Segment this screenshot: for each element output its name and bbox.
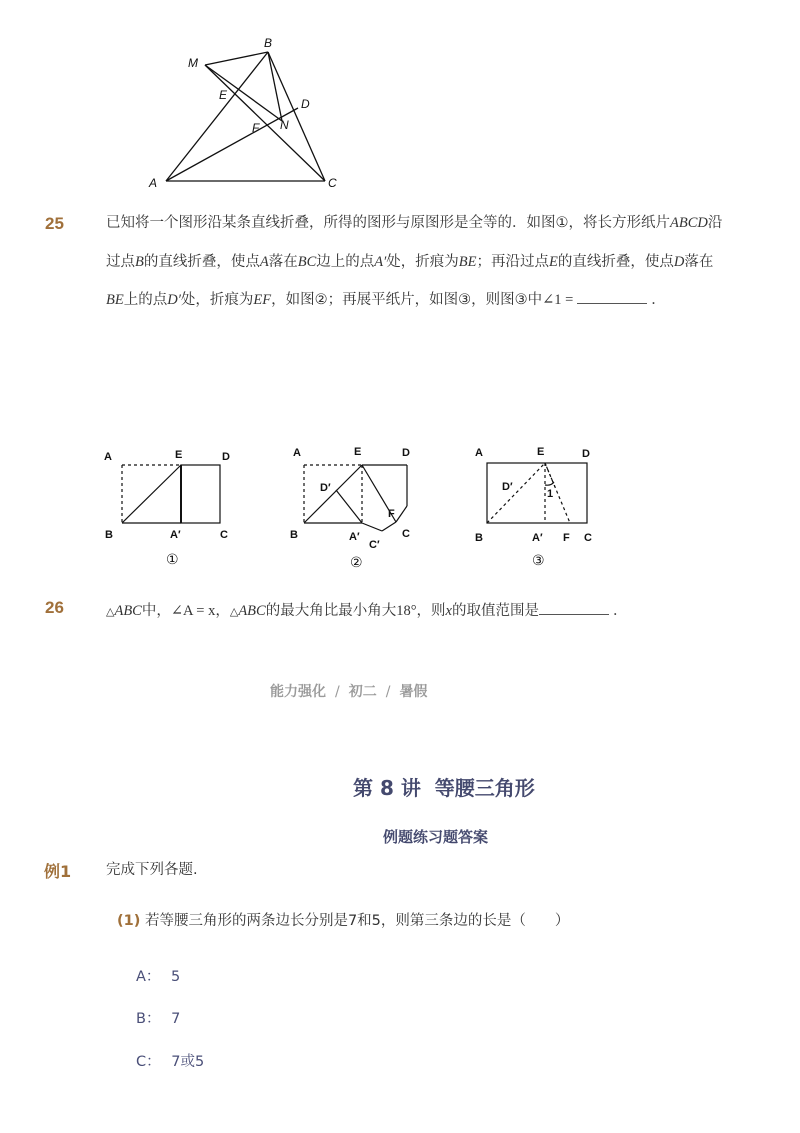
q26-math: 18°	[396, 603, 417, 619]
breadcrumb-separator: /	[385, 684, 391, 700]
lecture-subtitle: 例题练习题答案	[383, 828, 489, 846]
q25-text: ．	[651, 292, 666, 308]
q26-text: 的最大角比最小角大	[265, 603, 397, 619]
fig2-label-Dprime: D′	[320, 482, 331, 494]
segment-AB	[166, 52, 268, 181]
q25-text: 处，折痕为	[180, 292, 254, 308]
q25-text: 的直线折叠，使点	[143, 254, 260, 270]
label-A: A	[149, 176, 158, 190]
answer-blank-26[interactable]	[539, 614, 609, 615]
q25-math: BC	[297, 254, 317, 270]
breadcrumb-separator: /	[335, 684, 340, 700]
lecture-title: 第 8 讲 等腰三角形	[353, 776, 535, 800]
label-B: B	[264, 36, 273, 50]
q26-math: ABC	[238, 603, 266, 619]
option-key: A：	[136, 969, 161, 985]
option-value: 7或5	[171, 1054, 205, 1070]
figure-2	[304, 465, 407, 531]
example-label: 例1	[44, 862, 72, 881]
option-c[interactable]	[136, 1050, 204, 1071]
part-1-text: 若等腰三角形的两条边长分别是7和5，则第三条边的长是（ ）	[144, 913, 570, 929]
fig2-F-right	[396, 506, 407, 522]
fig2-label-A: A	[293, 447, 301, 459]
footer-breadcrumb	[270, 681, 427, 701]
fig3-label-E: E	[537, 446, 545, 458]
q26-math: x	[445, 603, 452, 619]
breadcrumb-item: 能力强化	[270, 684, 326, 700]
label-E: E	[219, 88, 228, 102]
option-value: 7	[171, 1011, 181, 1027]
q25-text: ，如图②；再展平纸片，如图③，则图③中	[271, 292, 543, 308]
q26-text: 的取值范围是	[451, 603, 539, 619]
question-26-line	[106, 602, 627, 621]
fig3-label-B: B	[475, 532, 483, 544]
triangle-symbol: △	[106, 605, 115, 618]
q25-math: ABCD	[670, 215, 708, 231]
fig3-label-D: D	[582, 448, 590, 460]
answer-blank-25[interactable]	[577, 303, 647, 304]
fig3-caption: ③	[532, 552, 545, 568]
q25-math: EF	[253, 292, 272, 308]
label-M: M	[188, 56, 198, 70]
fig1-label-D: D	[222, 451, 230, 463]
label-F: F	[252, 121, 260, 135]
question-25-line-3	[106, 291, 666, 310]
question-number-26: 26	[45, 598, 64, 617]
question-number-25: 25	[45, 214, 64, 233]
q25-text: 的直线折叠，使点	[557, 254, 674, 270]
q25-text: 落在	[268, 254, 298, 270]
question-25-line-1	[106, 214, 722, 233]
fig2-caption: ②	[350, 554, 363, 570]
fig2-label-Aprime: A′	[349, 531, 360, 543]
segment-MN	[205, 65, 282, 121]
q25-text: 上的点	[123, 292, 168, 308]
q25-math: B	[135, 254, 144, 270]
q25-text: 边上的点	[316, 254, 375, 270]
fig2-label-E: E	[354, 446, 362, 458]
q25-text: ；再沿过点	[476, 254, 549, 270]
fig2-label-F: F	[388, 508, 395, 520]
q25-math: BE	[106, 292, 124, 308]
fig1-label-Aprime: A′	[170, 529, 181, 541]
breadcrumb-item: 暑假	[399, 684, 428, 700]
fig3-label-angle-1: 1	[547, 488, 554, 500]
q25-math: E	[549, 254, 558, 270]
fig3-dashed-BE	[487, 463, 545, 523]
q25-math: BE	[458, 254, 477, 270]
figure-1	[122, 465, 220, 523]
q26-math: ABC	[114, 603, 142, 619]
q25-math: D′	[167, 292, 181, 308]
fig3-label-Aprime: A′	[532, 532, 543, 544]
q25-math: ∠1 =	[542, 292, 574, 308]
q25-text: 落在	[684, 254, 714, 270]
segment-BN	[268, 52, 282, 121]
segment-MC	[205, 65, 325, 181]
breadcrumb-item: 初二	[348, 684, 377, 700]
fig2-fold-BE	[304, 465, 362, 523]
fig3-label-F: F	[563, 532, 570, 544]
fig1-caption: ①	[166, 551, 179, 567]
fig3-label-Dprime: D′	[502, 481, 513, 493]
fig2-Dprime-A	[336, 490, 362, 523]
label-D: D	[301, 97, 310, 111]
q26-text: ，则	[416, 603, 446, 619]
fig3-label-A: A	[475, 447, 483, 459]
fig1-rect-right	[181, 465, 220, 523]
fig2-label-B: B	[290, 529, 298, 541]
fig3-label-C: C	[584, 532, 592, 544]
fig2-label-Cprime: C′	[369, 539, 380, 551]
fig1-label-B: B	[105, 529, 113, 541]
q25-text: 处，折痕为	[386, 254, 459, 270]
example-prompt: 完成下列各题.	[106, 862, 198, 878]
part-1-question	[117, 912, 569, 931]
label-N: N	[280, 118, 289, 132]
folding-figures	[95, 440, 615, 575]
fig2-label-C: C	[402, 528, 410, 540]
fig1-label-C: C	[220, 529, 228, 541]
q26-text: 中，	[141, 603, 171, 619]
q25-text: 过点	[106, 254, 135, 270]
figure-3	[487, 463, 587, 523]
option-a[interactable]	[136, 965, 180, 986]
triangle-symbol: △	[229, 605, 239, 618]
q25-math: D	[673, 254, 685, 270]
q25-math: A′	[374, 254, 387, 270]
option-b[interactable]	[136, 1007, 180, 1028]
q25-math: A	[259, 254, 269, 270]
q25-text: 已知将一个图形沿某条直线折叠，所得的图形与原图形是全等的．如图①，将长方形纸片	[106, 215, 670, 231]
top-geometry-figure	[140, 30, 360, 195]
q26-text: ，	[215, 603, 230, 619]
q25-text: 沿	[707, 215, 723, 231]
option-key: B：	[136, 1011, 161, 1027]
part-1-label: (1)	[117, 913, 141, 929]
question-25-line-2	[106, 253, 713, 272]
fig3-rect	[487, 463, 587, 523]
q26-math: ∠A = x	[170, 603, 216, 619]
label-C: C	[328, 176, 337, 190]
option-value: 5	[171, 969, 181, 985]
fig1-fold-BE	[122, 465, 181, 523]
fig2-Cprime-F	[382, 522, 396, 531]
q26-text: ．	[612, 603, 628, 619]
fig2-A-Cprime	[362, 523, 382, 531]
fig1-label-E: E	[175, 449, 183, 461]
fig2-label-D: D	[402, 447, 410, 459]
option-key: C：	[136, 1054, 161, 1070]
fig1-label-A: A	[104, 451, 112, 463]
